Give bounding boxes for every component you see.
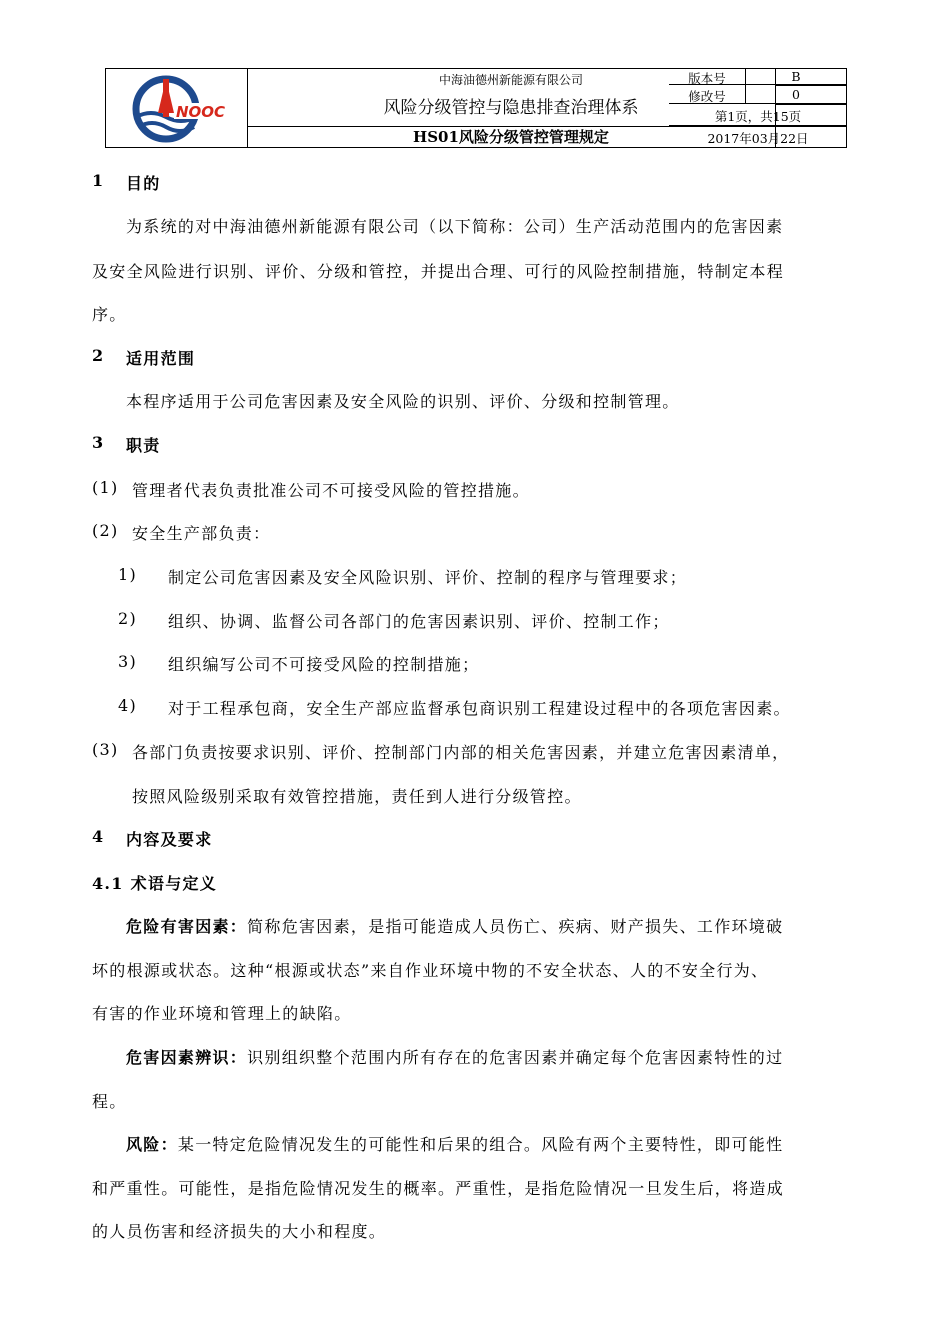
definition-line bbox=[126, 914, 783, 937]
list-item: 安全生产部负责： bbox=[132, 524, 271, 543]
sublist-number: 3) bbox=[118, 652, 138, 671]
sublist-item: 对于工程承包商，安全生产部应监督承包商识别工程建设过程中的各项危害因素。 bbox=[168, 699, 791, 718]
version-value: B bbox=[791, 69, 801, 84]
section-number: 1 bbox=[92, 171, 105, 190]
paragraph-line: 坏的根源或状态。这种“根源或状态”来自作业环境中物的不安全状态、人的不安全行为、 bbox=[92, 961, 769, 980]
paragraph-line: 和严重性。可能性，是指危险情况发生的概率。严重性，是指危险情况一旦发生后，将造成 bbox=[92, 1179, 785, 1198]
paragraph-line: 有害的作业环境和管理上的缺陷。 bbox=[92, 1004, 352, 1023]
grid-line bbox=[775, 104, 846, 105]
definition-text: 某一特定危险情况发生的可能性和后果的组合。风险有两个主要特性，即可能性 bbox=[177, 1135, 784, 1154]
revision-label: 修改号 bbox=[688, 89, 726, 104]
definition-line bbox=[126, 1132, 783, 1155]
paragraph-line: 序。 bbox=[92, 305, 127, 324]
paragraph-line: 及安全风险进行识别、评价、分级和管控，并提出合理、可行的风险控制措施，特制定本程 bbox=[92, 262, 785, 281]
definition-term: 危险有害因素： bbox=[126, 917, 248, 936]
subsection-title: 4.1 术语与定义 bbox=[92, 874, 218, 893]
revision-value: 0 bbox=[792, 87, 800, 102]
company-name: 中海油德州新能源有限公司 bbox=[438, 73, 583, 87]
cnooc-logo-icon bbox=[106, 69, 247, 147]
section-title: 适用范围 bbox=[126, 349, 196, 368]
page-info: 第1页，共15页 bbox=[714, 109, 802, 124]
sublist-number: 4) bbox=[118, 696, 138, 715]
definition-term: 风险： bbox=[126, 1135, 178, 1154]
system-name: 风险分级管控与隐患排查治理体系 bbox=[383, 98, 639, 118]
sublist-number: 1) bbox=[118, 565, 138, 584]
list-number: (1) bbox=[92, 478, 119, 497]
definition-term: 危害因素辨识： bbox=[126, 1048, 248, 1067]
paragraph-line: 程。 bbox=[92, 1092, 127, 1111]
list-item: 各部门负责按要求识别、评价、控制部门内部的相关危害因素，并建立危害因素清单， bbox=[132, 743, 790, 762]
section-title: 内容及要求 bbox=[126, 830, 213, 849]
sublist-number: 2) bbox=[118, 609, 138, 628]
definition-line bbox=[126, 1045, 783, 1068]
section-number: 4 bbox=[92, 827, 105, 846]
paragraph-line: 为系统的对中海油德州新能源有限公司（以下简称：公司）生产活动范围内的危害因素 bbox=[126, 217, 784, 236]
sublist-item: 组织、协调、监督公司各部门的危害因素识别、评价、控制工作； bbox=[168, 612, 670, 631]
grid-line bbox=[669, 125, 847, 126]
list-number: (2) bbox=[92, 521, 119, 540]
list-number: (3) bbox=[92, 740, 119, 759]
grid-line bbox=[775, 85, 846, 86]
logo-text: NOOC bbox=[176, 103, 226, 121]
paragraph-line: 本程序适用于公司危害因素及安全风险的识别、评价、分级和控制管理。 bbox=[126, 392, 680, 411]
definition-text: 简称危害因素，是指可能造成人员伤亡、疾病、财产损失、工作环境破 bbox=[247, 917, 784, 936]
list-item: 管理者代表负责批准公司不可接受风险的管控措施。 bbox=[132, 481, 530, 500]
paragraph-line: 的人员伤害和经济损失的大小和程度。 bbox=[92, 1222, 387, 1241]
section-title: 职责 bbox=[126, 436, 161, 455]
section-title: 目的 bbox=[126, 174, 161, 193]
sublist-item: 组织编写公司不可接受风险的控制措施； bbox=[168, 655, 480, 674]
document-date: 2017年03月22日 bbox=[707, 131, 809, 146]
sublist-item: 制定公司危害因素及安全风险识别、评价、控制的程序与管理要求； bbox=[168, 568, 688, 587]
section-number: 2 bbox=[92, 346, 105, 365]
document-title: HS01风险分级管控管理规定 bbox=[247, 126, 775, 148]
logo-cell bbox=[106, 69, 248, 147]
list-item-continued: 按照风险级别采取有效管控措施，责任到人进行分级管控。 bbox=[132, 787, 582, 806]
definition-text: 识别组织整个范围内所有存在的危害因素并确定每个危害因素特性的过 bbox=[247, 1048, 784, 1067]
version-label: 版本号 bbox=[688, 71, 726, 86]
section-number: 3 bbox=[92, 433, 105, 452]
grid-line bbox=[775, 126, 846, 127]
